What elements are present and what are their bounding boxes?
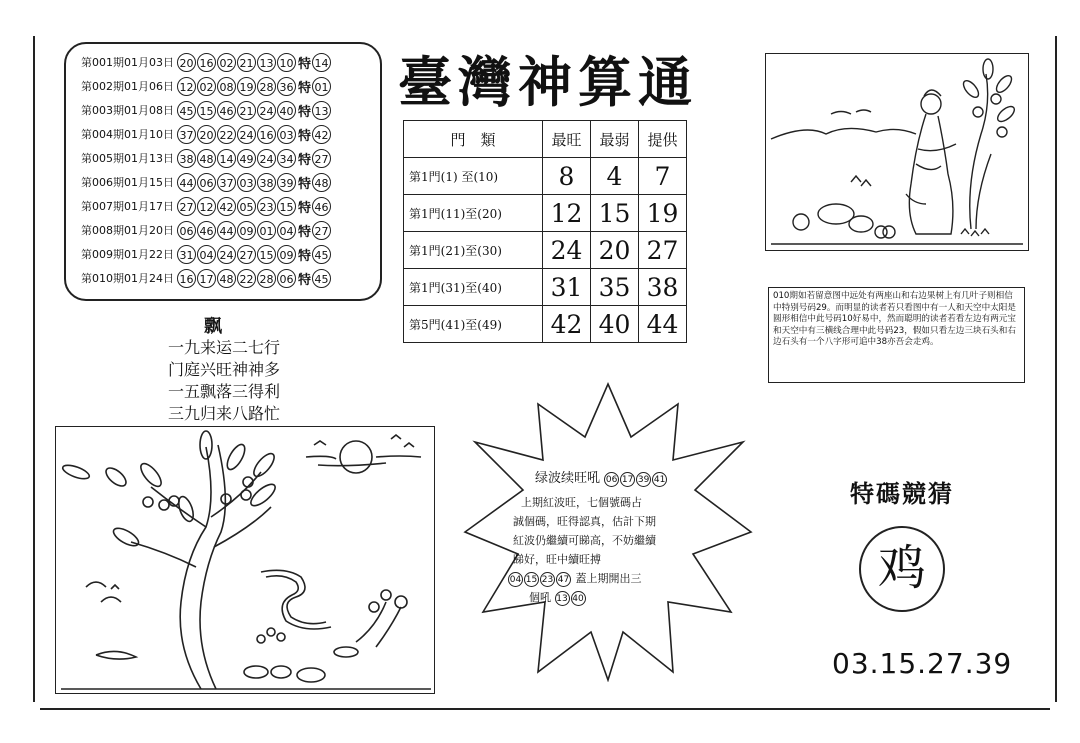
number-ball: 17 xyxy=(197,269,216,288)
number-ball: 23 xyxy=(540,572,555,587)
draw-row xyxy=(81,99,332,121)
number-ball: 16 xyxy=(197,53,216,72)
number-ball: 39 xyxy=(277,173,296,192)
doors-value-cell: 15 xyxy=(591,195,639,232)
special-marker: 特 xyxy=(298,104,312,120)
number-ball: 37 xyxy=(217,173,236,192)
star-bottom-balls xyxy=(508,572,572,585)
star-last-prefix: 個吼 xyxy=(529,591,551,604)
number-ball: 08 xyxy=(217,77,236,96)
lady-fruit-tree-illustration xyxy=(765,53,1029,251)
number-ball: 12 xyxy=(177,77,196,96)
special-guess-title: 特碼競猜 xyxy=(850,479,954,508)
number-ball: 03 xyxy=(277,125,296,144)
draw-label: 第010期01月24日 xyxy=(81,272,174,285)
number-ball: 09 xyxy=(237,221,256,240)
number-ball: 23 xyxy=(257,197,276,216)
number-ball: 27 xyxy=(312,149,331,168)
number-ball: 13 xyxy=(257,53,276,72)
number-ball: 02 xyxy=(197,77,216,96)
page-title: 臺灣神算通 xyxy=(398,50,698,114)
special-marker: 特 xyxy=(298,80,312,96)
special-marker: 特 xyxy=(298,56,312,72)
number-ball: 06 xyxy=(277,269,296,288)
number-ball: 48 xyxy=(217,269,236,288)
draw-label: 第006期01月15日 xyxy=(81,176,174,189)
number-ball: 14 xyxy=(312,53,331,72)
number-ball: 46 xyxy=(197,221,216,240)
star-last-balls xyxy=(555,591,587,604)
number-ball: 42 xyxy=(217,197,236,216)
clue-text-box: 010期如若留意图中远处有两座山和右边果树上有几叶子则相信中特别号码29。而明显的读者若只看图中有一人和天空中太阳是圆形相信中此号码10好易中，然而聪明的读者若看左边有两元宝和天空中有三横线合理中此号码23，假如只看左边三块石头和右边石头有一个八字形可追中38亦吾会走鸡。 xyxy=(768,287,1025,383)
poem-line: 三九归来八路忙 xyxy=(168,404,281,423)
number-ball: 16 xyxy=(177,269,196,288)
number-ball: 41 xyxy=(652,472,667,487)
number-ball: 38 xyxy=(177,149,196,168)
number-ball: 46 xyxy=(312,197,331,216)
number-ball: 22 xyxy=(237,269,256,288)
draw-row xyxy=(81,195,332,217)
number-ball: 45 xyxy=(312,245,331,264)
doors-value-cell: 7 xyxy=(639,158,687,195)
number-ball: 13 xyxy=(312,101,331,120)
number-ball: 20 xyxy=(177,53,196,72)
doors-value-cell: 40 xyxy=(591,306,639,343)
draw-row xyxy=(81,51,332,73)
doors-header-cell: 門 類 xyxy=(404,121,543,158)
number-ball: 10 xyxy=(277,53,296,72)
number-ball: 47 xyxy=(556,572,571,587)
doors-value-cell: 42 xyxy=(543,306,591,343)
number-ball: 20 xyxy=(197,125,216,144)
number-ball: 44 xyxy=(177,173,196,192)
doors-header-cell: 最弱 xyxy=(591,121,639,158)
draw-label: 第005期01月13日 xyxy=(81,152,174,165)
special-marker: 特 xyxy=(298,200,312,216)
doors-row-label: 第1門(31)至(40) xyxy=(404,269,543,306)
number-ball: 06 xyxy=(604,472,619,487)
draw-row xyxy=(81,267,332,289)
doors-header-cell: 提供 xyxy=(639,121,687,158)
star-last-row xyxy=(529,589,587,606)
doors-value-cell: 19 xyxy=(639,195,687,232)
star-bottom-text: 蓋上期開出三 xyxy=(575,572,642,585)
number-ball: 27 xyxy=(177,197,196,216)
doors-row xyxy=(404,158,687,195)
number-ball: 24 xyxy=(257,101,276,120)
number-ball: 24 xyxy=(217,245,236,264)
star-heading: 绿波续旺吼 xyxy=(535,471,601,486)
draw-row xyxy=(81,171,332,193)
number-ball: 34 xyxy=(277,149,296,168)
number-ball: 40 xyxy=(277,101,296,120)
number-ball: 15 xyxy=(524,572,539,587)
star-line: 紅波仍繼續可睇高，不妨繼續 xyxy=(513,534,656,547)
number-ball: 37 xyxy=(177,125,196,144)
draw-label: 第001期01月03日 xyxy=(81,56,174,69)
poem-line: 一九来运二七行 xyxy=(168,338,281,357)
doors-row-label: 第5門(41)至(49) xyxy=(404,306,543,343)
poem-title: 飘 xyxy=(204,316,222,337)
number-ball: 17 xyxy=(620,472,635,487)
number-ball: 09 xyxy=(277,245,296,264)
poem-line: 门庭兴旺神神多 xyxy=(168,360,281,379)
special-marker: 特 xyxy=(298,224,312,240)
star-burst-box xyxy=(463,382,753,682)
special-marker: 特 xyxy=(298,128,312,144)
doors-value-cell: 31 xyxy=(543,269,591,306)
number-ball: 44 xyxy=(217,221,236,240)
doors-table xyxy=(403,120,687,343)
number-ball: 02 xyxy=(217,53,236,72)
number-ball: 21 xyxy=(237,53,256,72)
number-ball: 06 xyxy=(177,221,196,240)
number-ball: 27 xyxy=(237,245,256,264)
draw-label: 第007期01月17日 xyxy=(81,200,174,213)
number-ball: 38 xyxy=(257,173,276,192)
doors-value-cell: 24 xyxy=(543,232,591,269)
number-ball: 04 xyxy=(508,572,523,587)
number-ball: 40 xyxy=(571,591,586,606)
number-ball: 45 xyxy=(177,101,196,120)
star-line: 上期紅波旺，七個號碼占 xyxy=(521,496,642,509)
draw-row xyxy=(81,147,332,169)
draw-row xyxy=(81,219,332,241)
number-ball: 24 xyxy=(257,149,276,168)
special-marker: 特 xyxy=(298,272,312,288)
doors-value-cell: 35 xyxy=(591,269,639,306)
number-ball: 46 xyxy=(217,101,236,120)
doors-value-cell: 27 xyxy=(639,232,687,269)
doors-value-cell: 12 xyxy=(543,195,591,232)
doors-value-cell: 8 xyxy=(543,158,591,195)
star-line: 睇好，旺中續旺搏 xyxy=(513,553,601,566)
doors-value-cell: 44 xyxy=(639,306,687,343)
doors-value-cell: 38 xyxy=(639,269,687,306)
draw-label: 第003期01月08日 xyxy=(81,104,174,117)
animal-circle: 鸡 xyxy=(859,526,945,612)
special-marker: 特 xyxy=(298,176,312,192)
number-ball: 42 xyxy=(312,125,331,144)
doors-row-label: 第1門(1) 至(10) xyxy=(404,158,543,195)
draw-history-box xyxy=(64,42,382,301)
number-ball: 12 xyxy=(197,197,216,216)
special-marker: 特 xyxy=(298,248,312,264)
number-ball: 22 xyxy=(217,125,236,144)
number-ball: 13 xyxy=(555,591,570,606)
doors-row xyxy=(404,195,687,232)
draw-label: 第009期01月22日 xyxy=(81,248,174,261)
draw-label: 第008期01月20日 xyxy=(81,224,174,237)
doors-value-cell: 4 xyxy=(591,158,639,195)
doors-row xyxy=(404,306,687,343)
number-ball: 03 xyxy=(237,173,256,192)
doors-value-cell: 20 xyxy=(591,232,639,269)
star-line: 誠個碼，旺得認真，估計下期 xyxy=(513,515,656,528)
number-ball: 15 xyxy=(257,245,276,264)
number-ball: 31 xyxy=(177,245,196,264)
number-ball: 01 xyxy=(312,77,331,96)
doors-header-row xyxy=(404,121,687,158)
number-ball: 16 xyxy=(257,125,276,144)
star-bottom-row xyxy=(508,570,642,587)
draw-row xyxy=(81,75,332,97)
doors-row xyxy=(404,232,687,269)
special-marker: 特 xyxy=(298,152,312,168)
number-ball: 48 xyxy=(312,173,331,192)
number-ball: 49 xyxy=(237,149,256,168)
number-ball: 24 xyxy=(237,125,256,144)
doors-row xyxy=(404,269,687,306)
number-ball: 36 xyxy=(277,77,296,96)
poem-line: 一五飘落三得利 xyxy=(168,382,281,401)
number-ball: 15 xyxy=(197,101,216,120)
number-ball: 15 xyxy=(277,197,296,216)
number-ball: 04 xyxy=(277,221,296,240)
number-ball: 45 xyxy=(312,269,331,288)
special-numbers: 03.15.27.39 xyxy=(832,647,1013,680)
doors-header-cell: 最旺 xyxy=(543,121,591,158)
draw-row xyxy=(81,243,332,265)
number-ball: 21 xyxy=(237,101,256,120)
draw-label: 第002期01月06日 xyxy=(81,80,174,93)
number-ball: 28 xyxy=(257,77,276,96)
number-ball: 39 xyxy=(636,472,651,487)
number-ball: 04 xyxy=(197,245,216,264)
doors-row-label: 第1門(21)至(30) xyxy=(404,232,543,269)
number-ball: 28 xyxy=(257,269,276,288)
number-ball: 01 xyxy=(257,221,276,240)
number-ball: 14 xyxy=(217,149,236,168)
star-heading-row xyxy=(535,467,668,487)
number-ball: 19 xyxy=(237,77,256,96)
number-ball: 05 xyxy=(237,197,256,216)
star-heading-balls xyxy=(604,471,668,486)
number-ball: 06 xyxy=(197,173,216,192)
draw-label: 第004期01月10日 xyxy=(81,128,174,141)
number-ball: 48 xyxy=(197,149,216,168)
tree-snake-illustration xyxy=(55,426,435,694)
draw-row xyxy=(81,123,332,145)
doors-row-label: 第1門(11)至(20) xyxy=(404,195,543,232)
number-ball: 27 xyxy=(312,221,331,240)
bottom-rule xyxy=(40,708,1050,710)
